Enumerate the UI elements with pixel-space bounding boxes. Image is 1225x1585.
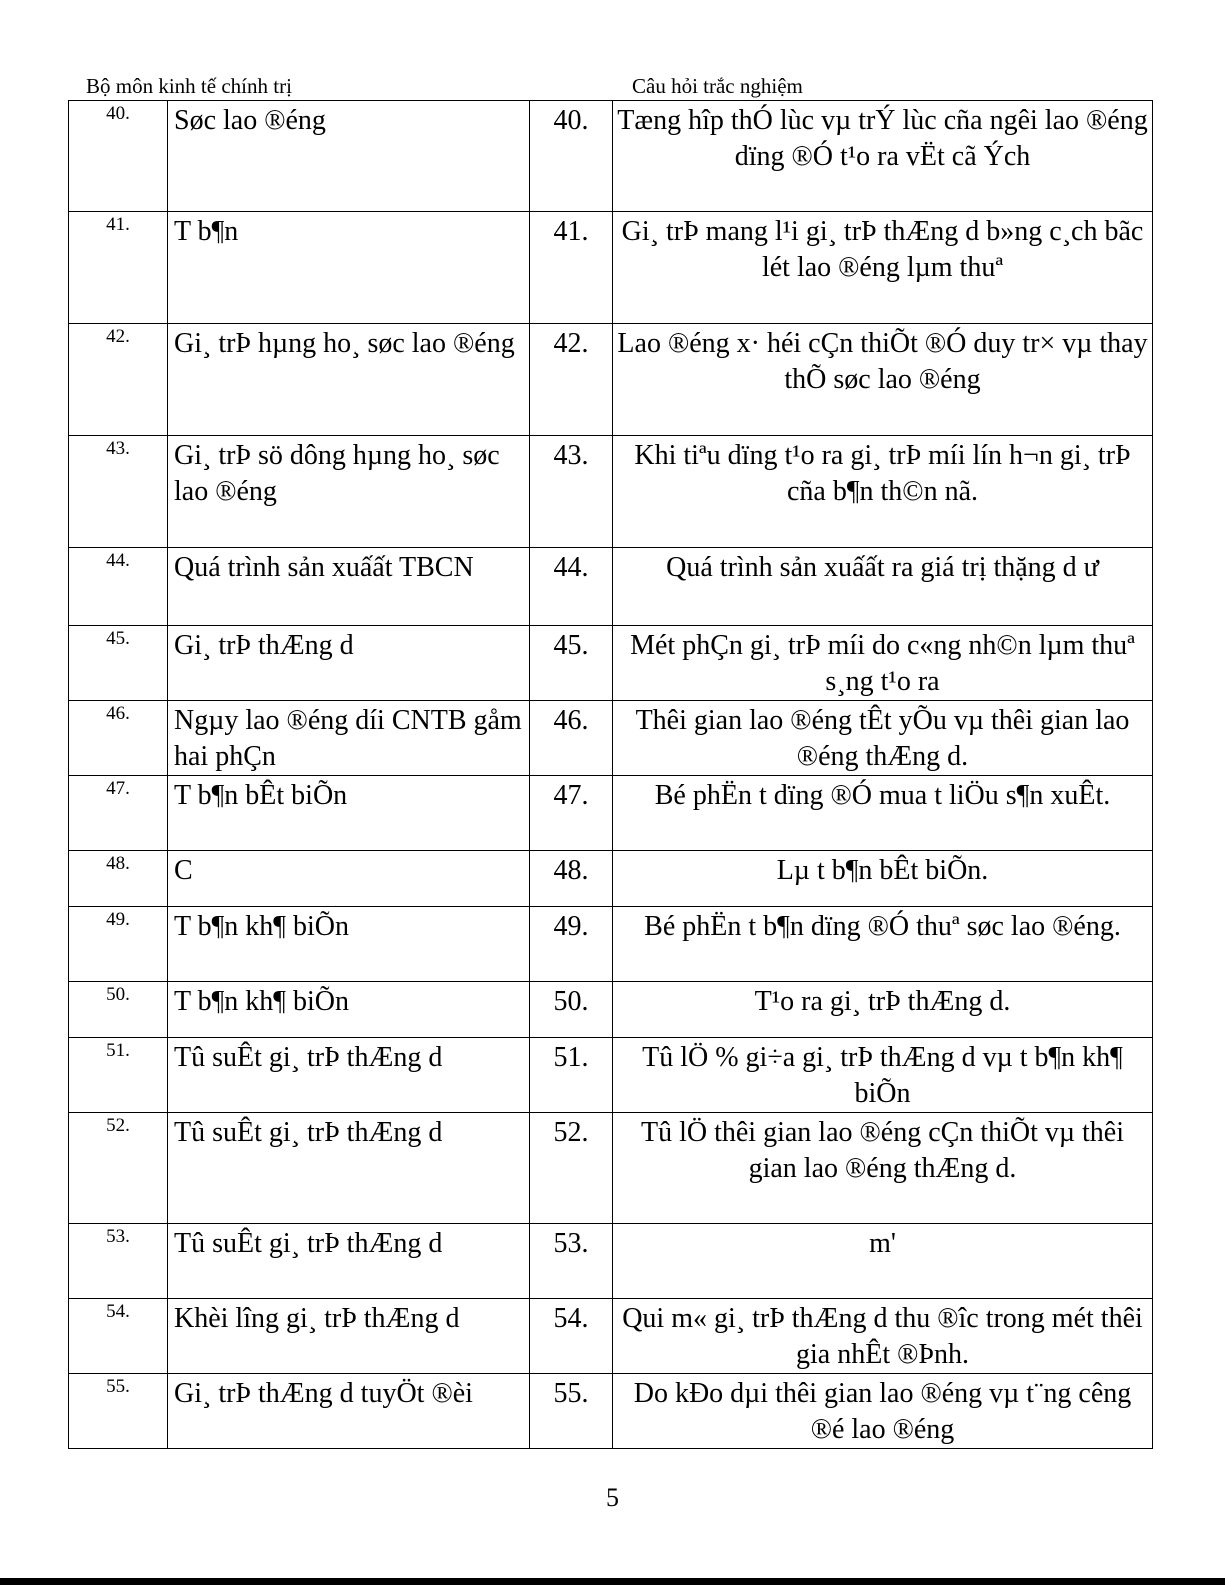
- term-cell: Quá trình sản xuấất TBCN: [168, 548, 530, 626]
- page-number: 5: [606, 1483, 619, 1512]
- header-doc-type: Câu hỏi trắc nghiệm: [632, 74, 803, 98]
- term-cell: Ngµy lao ®éng díi CNTB gåm hai phÇn: [168, 701, 530, 776]
- table-row: [69, 324, 1153, 436]
- term-cell: T b¶n: [168, 212, 530, 324]
- row-number: 43.: [69, 436, 168, 548]
- row-number: 45.: [69, 626, 168, 701]
- term-cell: Tû suÊt gi¸ trÞ thÆng d: [168, 1224, 530, 1299]
- definition-cell: Gi¸ trÞ mang l¹i gi¸ trÞ thÆng d b»ng c¸ch bãc lét lao ®éng lµm thuª: [613, 212, 1153, 324]
- definition-cell: Tû lÖ thêi gian lao ®éng cÇn thiÕt vµ thêi gian lao ®éng thÆng d.: [613, 1113, 1153, 1224]
- answer-number: 48.: [530, 851, 613, 907]
- definition-cell: Khi tiªu dïng t¹o ra gi¸ trÞ míi lín h¬n gi¸ trÞ cña b¶n th©n nã.: [613, 436, 1153, 548]
- table-row: [69, 982, 1153, 1038]
- term-cell: Tû suÊt gi¸ trÞ thÆng d: [168, 1113, 530, 1224]
- table-row: [69, 1113, 1153, 1224]
- term-cell: Søc lao ®éng: [168, 101, 530, 212]
- table-row: [69, 626, 1153, 701]
- row-number: 52.: [69, 1113, 168, 1224]
- table-row: [69, 1224, 1153, 1299]
- definition-cell: Qui m« gi¸ trÞ thÆng d thu ®îc trong mét thêi gia nhÊt ®Þnh.: [613, 1299, 1153, 1374]
- definition-cell: Thêi gian lao ®éng tÊt yÕu vµ thêi gian lao ®éng thÆng d.: [613, 701, 1153, 776]
- answer-number: 53.: [530, 1224, 613, 1299]
- row-number: 44.: [69, 548, 168, 626]
- table-row: [69, 851, 1153, 907]
- row-number: 48.: [69, 851, 168, 907]
- row-number: 46.: [69, 701, 168, 776]
- answer-number: 42.: [530, 324, 613, 436]
- term-cell: Tû suÊt gi¸ trÞ thÆng d: [168, 1038, 530, 1113]
- row-number: 50.: [69, 982, 168, 1038]
- row-number: 41.: [69, 212, 168, 324]
- table-row: [69, 1299, 1153, 1374]
- table-row: [69, 548, 1153, 626]
- definition-cell: Bé phËn t b¶n dïng ®Ó thuª søc lao ®éng.: [613, 907, 1153, 982]
- answer-number: 40.: [530, 101, 613, 212]
- table-row: [69, 776, 1153, 851]
- term-cell: Gi¸ trÞ thÆng d: [168, 626, 530, 701]
- answer-number: 45.: [530, 626, 613, 701]
- answer-number: 44.: [530, 548, 613, 626]
- answer-number: 54.: [530, 1299, 613, 1374]
- term-cell: T b¶n kh¶ biÕn: [168, 907, 530, 982]
- answer-number: 52.: [530, 1113, 613, 1224]
- definition-cell: Quá trình sản xuấất ra giá trị thặng d ư: [613, 548, 1153, 626]
- header-course: Bộ môn kinh tế chính trị: [86, 74, 292, 98]
- term-cell: Gi¸ trÞ thÆng d tuyÖt ®èi: [168, 1374, 530, 1449]
- row-number: 42.: [69, 324, 168, 436]
- table-row: [69, 1038, 1153, 1113]
- definition-cell: m': [613, 1224, 1153, 1299]
- term-cell: T b¶n bÊt biÕn: [168, 776, 530, 851]
- row-number: 47.: [69, 776, 168, 851]
- answer-number: 46.: [530, 701, 613, 776]
- term-cell: C: [168, 851, 530, 907]
- row-number: 40.: [69, 101, 168, 212]
- row-number: 49.: [69, 907, 168, 982]
- table-row: [69, 701, 1153, 776]
- table-row: [69, 101, 1153, 212]
- definition-cell: T¹o ra gi¸ trÞ thÆng d.: [613, 982, 1153, 1038]
- answer-number: 43.: [530, 436, 613, 548]
- row-number: 51.: [69, 1038, 168, 1113]
- row-number: 55.: [69, 1374, 168, 1449]
- table-row: [69, 907, 1153, 982]
- definition-cell: Tæng hîp thÓ lùc vµ trÝ lùc cña ngêi lao ®éng dïng ®Ó t¹o ra vËt cã Ých: [613, 101, 1153, 212]
- definition-cell: Lµ t b¶n bÊt biÕn.: [613, 851, 1153, 907]
- answer-number: 41.: [530, 212, 613, 324]
- term-cell: Khèi lîng gi¸ trÞ thÆng d: [168, 1299, 530, 1374]
- row-number: 54.: [69, 1299, 168, 1374]
- term-cell: Gi¸ trÞ sö dông hµng ho¸ søc lao ®éng: [168, 436, 530, 548]
- answer-number: 55.: [530, 1374, 613, 1449]
- definition-cell: Mét phÇn gi¸ trÞ míi do c«ng nh©n lµm thuª s¸ng t¹o ra: [613, 626, 1153, 701]
- row-number: 53.: [69, 1224, 168, 1299]
- term-cell: T b¶n kh¶ biÕn: [168, 982, 530, 1038]
- table-row: [69, 1374, 1153, 1449]
- answer-number: 50.: [530, 982, 613, 1038]
- term-cell: Gi¸ trÞ hµng ho¸ søc lao ®éng: [168, 324, 530, 436]
- answer-number: 47.: [530, 776, 613, 851]
- table-row: [69, 436, 1153, 548]
- definition-cell: Tû lÖ % gi÷a gi¸ trÞ thÆng d vµ t b¶n kh¶ biÕn: [613, 1038, 1153, 1113]
- definition-cell: Lao ®éng x· héi cÇn thiÕt ®Ó duy tr× vµ thay thÕ søc lao ®éng: [613, 324, 1153, 436]
- definition-cell: Bé phËn t dïng ®Ó mua t liÖu s¶n xuÊt.: [613, 776, 1153, 851]
- page-bottom-border: [0, 1578, 1225, 1585]
- table-row: [69, 212, 1153, 324]
- answer-number: 49.: [530, 907, 613, 982]
- matching-table: [68, 100, 1153, 1449]
- answer-number: 51.: [530, 1038, 613, 1113]
- definition-cell: Do kÐo dµi thêi gian lao ®éng vµ t¨ng cêng ®é lao ®éng: [613, 1374, 1153, 1449]
